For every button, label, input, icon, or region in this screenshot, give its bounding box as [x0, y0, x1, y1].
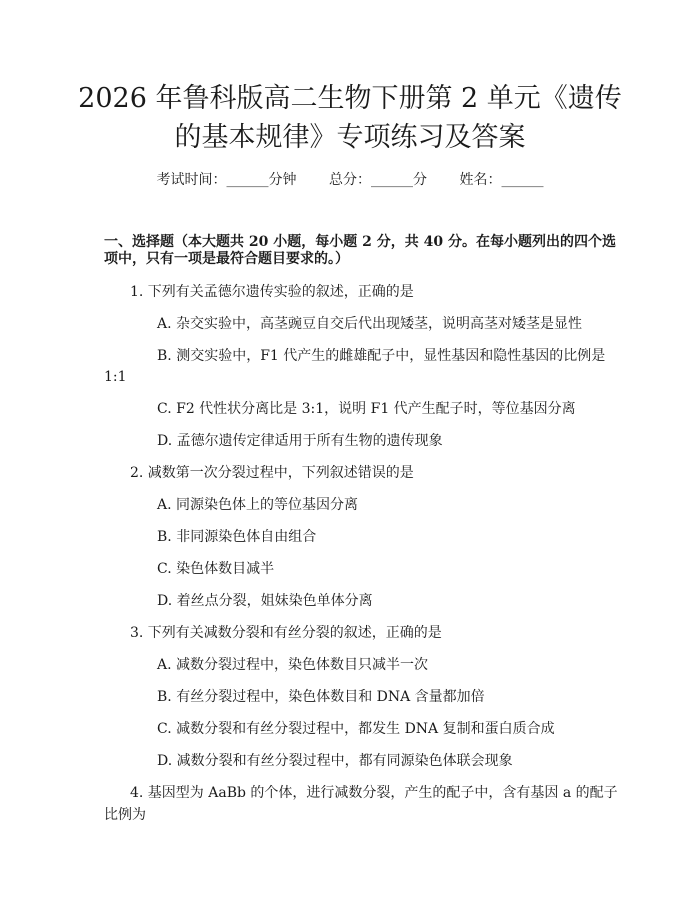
question-3-option-d: D. 减数分裂和有丝分裂过程中，都有同源染色体联会现象: [157, 753, 513, 769]
question-3-stem: 3. 下列有关减数分裂和有丝分裂的叙述，正确的是: [130, 625, 442, 641]
question-2-stem: 2. 减数第一次分裂过程中，下列叙述错误的是: [130, 465, 414, 481]
question-1-option-a: A. 杂交实验中，高茎豌豆自交后代出现矮茎，说明高茎对矮茎是显性: [157, 316, 583, 332]
document-title-line-2: 的基本规律》专项练习及答案: [174, 122, 526, 153]
question-3-option-b: B. 有丝分裂过程中，染色体数目和 DNA 含量都加倍: [157, 689, 485, 705]
student-name-field: 姓名：______: [459, 172, 544, 188]
total-score-field: 总分：______分: [329, 172, 427, 188]
exam-time-field: 考试时间：______分钟: [156, 172, 297, 188]
question-1-option-b-continued: 1:1: [104, 369, 127, 385]
question-2-option-d: D. 着丝点分裂，姐妹染色单体分离: [157, 593, 373, 609]
exam-meta: [0, 169, 700, 189]
section-heading-line-2: 项中，只有一项是最符合题目要求的。）: [104, 251, 349, 267]
question-1-option-c: C. F2 代性状分离比是 3:1，说明 F1 代产生配子时，等位基因分离: [157, 401, 576, 417]
document-title-line-1: 2026 年鲁科版高二生物下册第 2 单元《遗传: [78, 83, 622, 114]
question-2-option-a: A. 同源染色体上的等位基因分离: [157, 497, 359, 513]
question-1-option-b: B. 测交实验中，F1 代产生的雌雄配子中，显性基因和隐性基因的比例是: [157, 348, 606, 364]
question-4-stem-continued: 比例为: [104, 807, 146, 823]
question-1-stem: 1. 下列有关孟德尔遗传实验的叙述，正确的是: [130, 284, 414, 300]
question-2-option-c: C. 染色体数目减半: [157, 561, 275, 577]
section-heading-line-1: 一、选择题（本大题共 20 小题，每小题 2 分，共 40 分。在每小题列出的四个选: [104, 234, 616, 250]
question-2-option-b: B. 非同源染色体自由组合: [157, 529, 317, 545]
question-3-option-a: A. 减数分裂过程中，染色体数目只减半一次: [157, 657, 429, 673]
question-3-option-c: C. 减数分裂和有丝分裂过程中，都发生 DNA 复制和蛋白质合成: [157, 721, 555, 737]
question-4-stem: 4. 基因型为 AaBb 的个体，进行减数分裂，产生的配子中，含有基因 a 的配子: [130, 785, 618, 801]
question-1-option-d: D. 孟德尔遗传定律适用于所有生物的遗传现象: [157, 433, 443, 449]
